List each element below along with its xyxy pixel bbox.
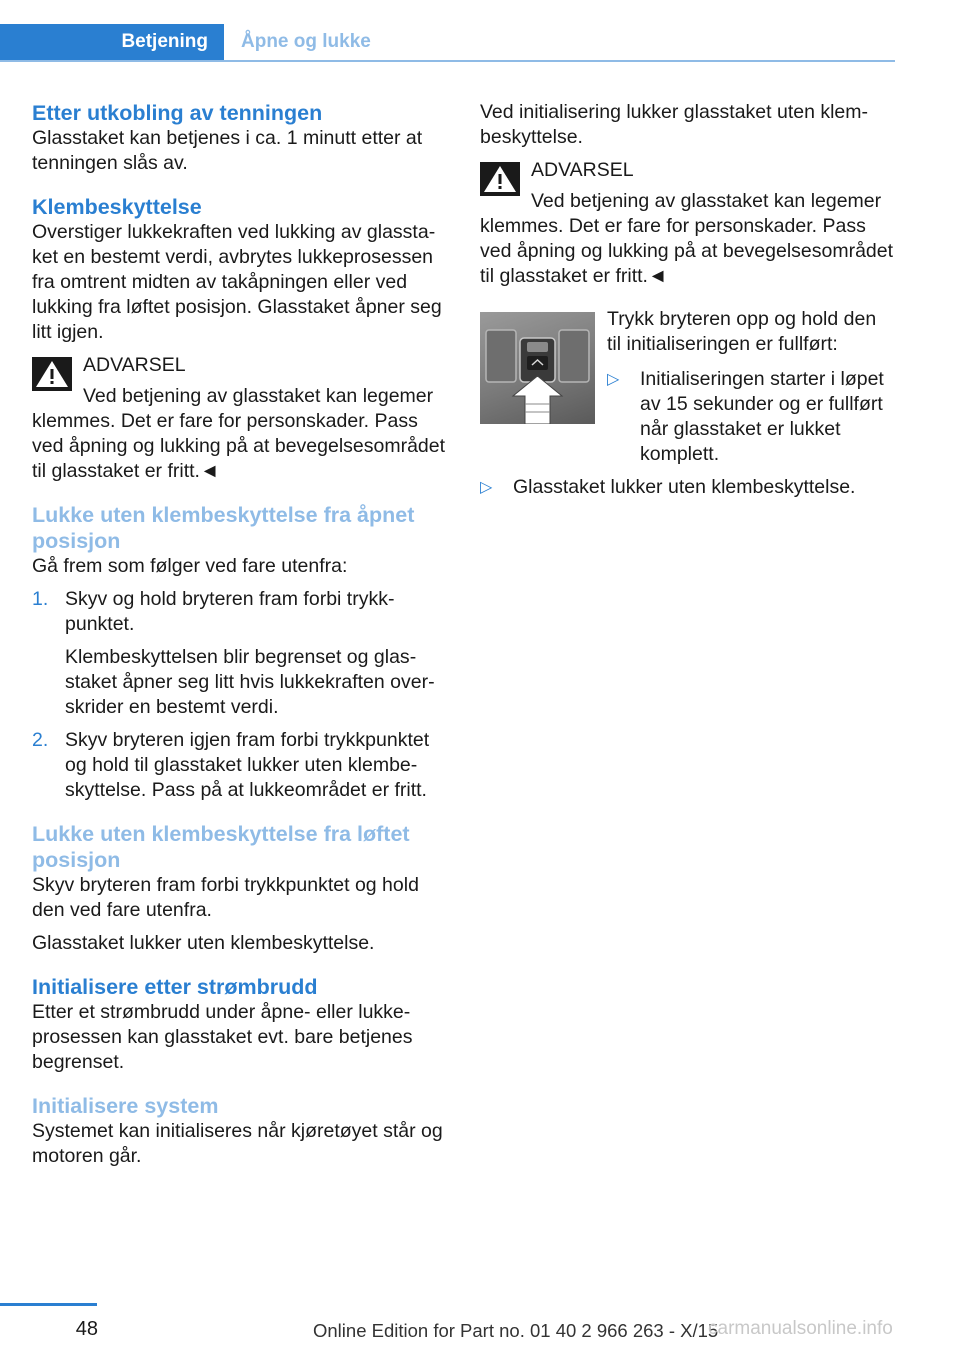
bullet-item xyxy=(480,475,895,500)
bullet-text: Glasstaket lukker uten klembeskyttelse. xyxy=(513,476,856,498)
list-item-text: Skyv og hold bryteren fram forbi trykkpunktet. xyxy=(65,588,395,635)
figure-caption-text: Trykk bryteren opp og hold den til initialiseringen er fullført: xyxy=(607,308,877,355)
switch-illustration xyxy=(480,312,595,424)
warning-block xyxy=(32,353,450,484)
paragraph: Overstiger lukkekraften ved lukking av glasstaket en bestemt verdi, avbrytes lukkeprosessen fra omtrent midten av takåpningen eller ved lukking fra løftet posisjon. Glasstaket åpner seg litt igjen. xyxy=(32,221,442,343)
paragraph: Systemet kan initialiseres når kjøretøyet står og motoren går. xyxy=(32,1120,443,1167)
paragraph: Gå frem som følger ved fare utenfra: xyxy=(32,555,348,577)
list-item xyxy=(32,728,450,803)
page-number: 48 xyxy=(75,1318,98,1340)
warning-text-rest: klemmes. Det er fare for personskader. Pass ved åpning og lukking på at bevegelsesområdet til glasstaket er fritt.◄ xyxy=(480,215,894,287)
warning-icon xyxy=(480,162,520,196)
list-number: 1. xyxy=(32,588,49,610)
warning-icon xyxy=(32,357,72,391)
section-title: Lukke uten klembeskyttelse fra løftet posisjon xyxy=(32,822,410,872)
watermark: carmanualsonline.info xyxy=(708,1318,893,1339)
warning-text-rest: klemmes. Det er fare for personskader. Pass ved åpning og lukking på at bevegelsesområdet til glasstaket er fritt.◄ xyxy=(32,410,446,482)
section-title: Klembeskyttelse xyxy=(32,195,202,219)
paragraph: Skyv bryteren fram forbi trykkpunktet og hold den ved fare utenfra. xyxy=(32,874,419,921)
edition-text: Online Edition for Part no. 01 40 2 966 263 - X/15 xyxy=(313,1320,719,1341)
right-column xyxy=(480,100,895,500)
left-column xyxy=(32,100,450,1169)
paragraph: Glasstaket lukker uten klembeskyttelse. xyxy=(32,932,375,954)
warning-text: Ved betjening av glasstaket kan legemer xyxy=(531,190,882,212)
list-item-subtext: Klembeskyttelsen blir begrenset og glasstaket åpner seg litt hvis lukkekraften overskrider en bestemt verdi. xyxy=(65,646,435,718)
section-title: Lukke uten klembeskyttelse fra åpnet posisjon xyxy=(32,503,415,553)
warning-heading: ADVARSEL xyxy=(531,159,634,181)
list-number: 2. xyxy=(32,729,49,751)
bullet-triangle-icon: ▷ xyxy=(607,371,620,388)
warning-text: Ved betjening av glasstaket kan legemer xyxy=(83,385,434,407)
paragraph: Glasstaket kan betjenes i ca. 1 minutt etter at tenningen slås av. xyxy=(32,127,423,174)
page-header xyxy=(0,24,895,62)
paragraph: Ved initialisering lukker glasstaket uten klembeskyttelse. xyxy=(480,101,869,148)
bullet-triangle-icon: ▷ xyxy=(480,479,493,496)
section-title: Initialisere system xyxy=(32,1094,219,1118)
bullet-item xyxy=(607,367,895,467)
tab-betjening: Betjening xyxy=(0,24,224,60)
warning-block xyxy=(480,158,895,289)
footer-divider xyxy=(0,1303,97,1306)
section-title: Initialisere etter strømbrudd xyxy=(32,975,318,999)
section-title: Etter utkobling av tenningen xyxy=(32,101,323,125)
bullet-text: Initialiseringen starter i løpet av 15 sekunder og er fullført når glasstaket er lukket komplett. xyxy=(640,368,884,465)
list-item xyxy=(32,587,450,637)
warning-heading: ADVARSEL xyxy=(83,354,186,376)
header-divider xyxy=(0,60,895,62)
switch-drawing xyxy=(480,312,595,424)
tab-apne-og-lukke: Åpne og lukke xyxy=(241,31,371,52)
list-item-text: Skyv bryteren igjen fram forbi trykkpunktet og hold til glasstaket lukker uten klembeskyttelse. Pass på at lukkeområdet er fritt. xyxy=(65,729,430,801)
figure-row xyxy=(480,307,895,467)
paragraph: Etter et strømbrudd under åpne- eller lukkeprosessen kan glasstaket evt. bare betjenes begrenset. xyxy=(32,1001,413,1073)
